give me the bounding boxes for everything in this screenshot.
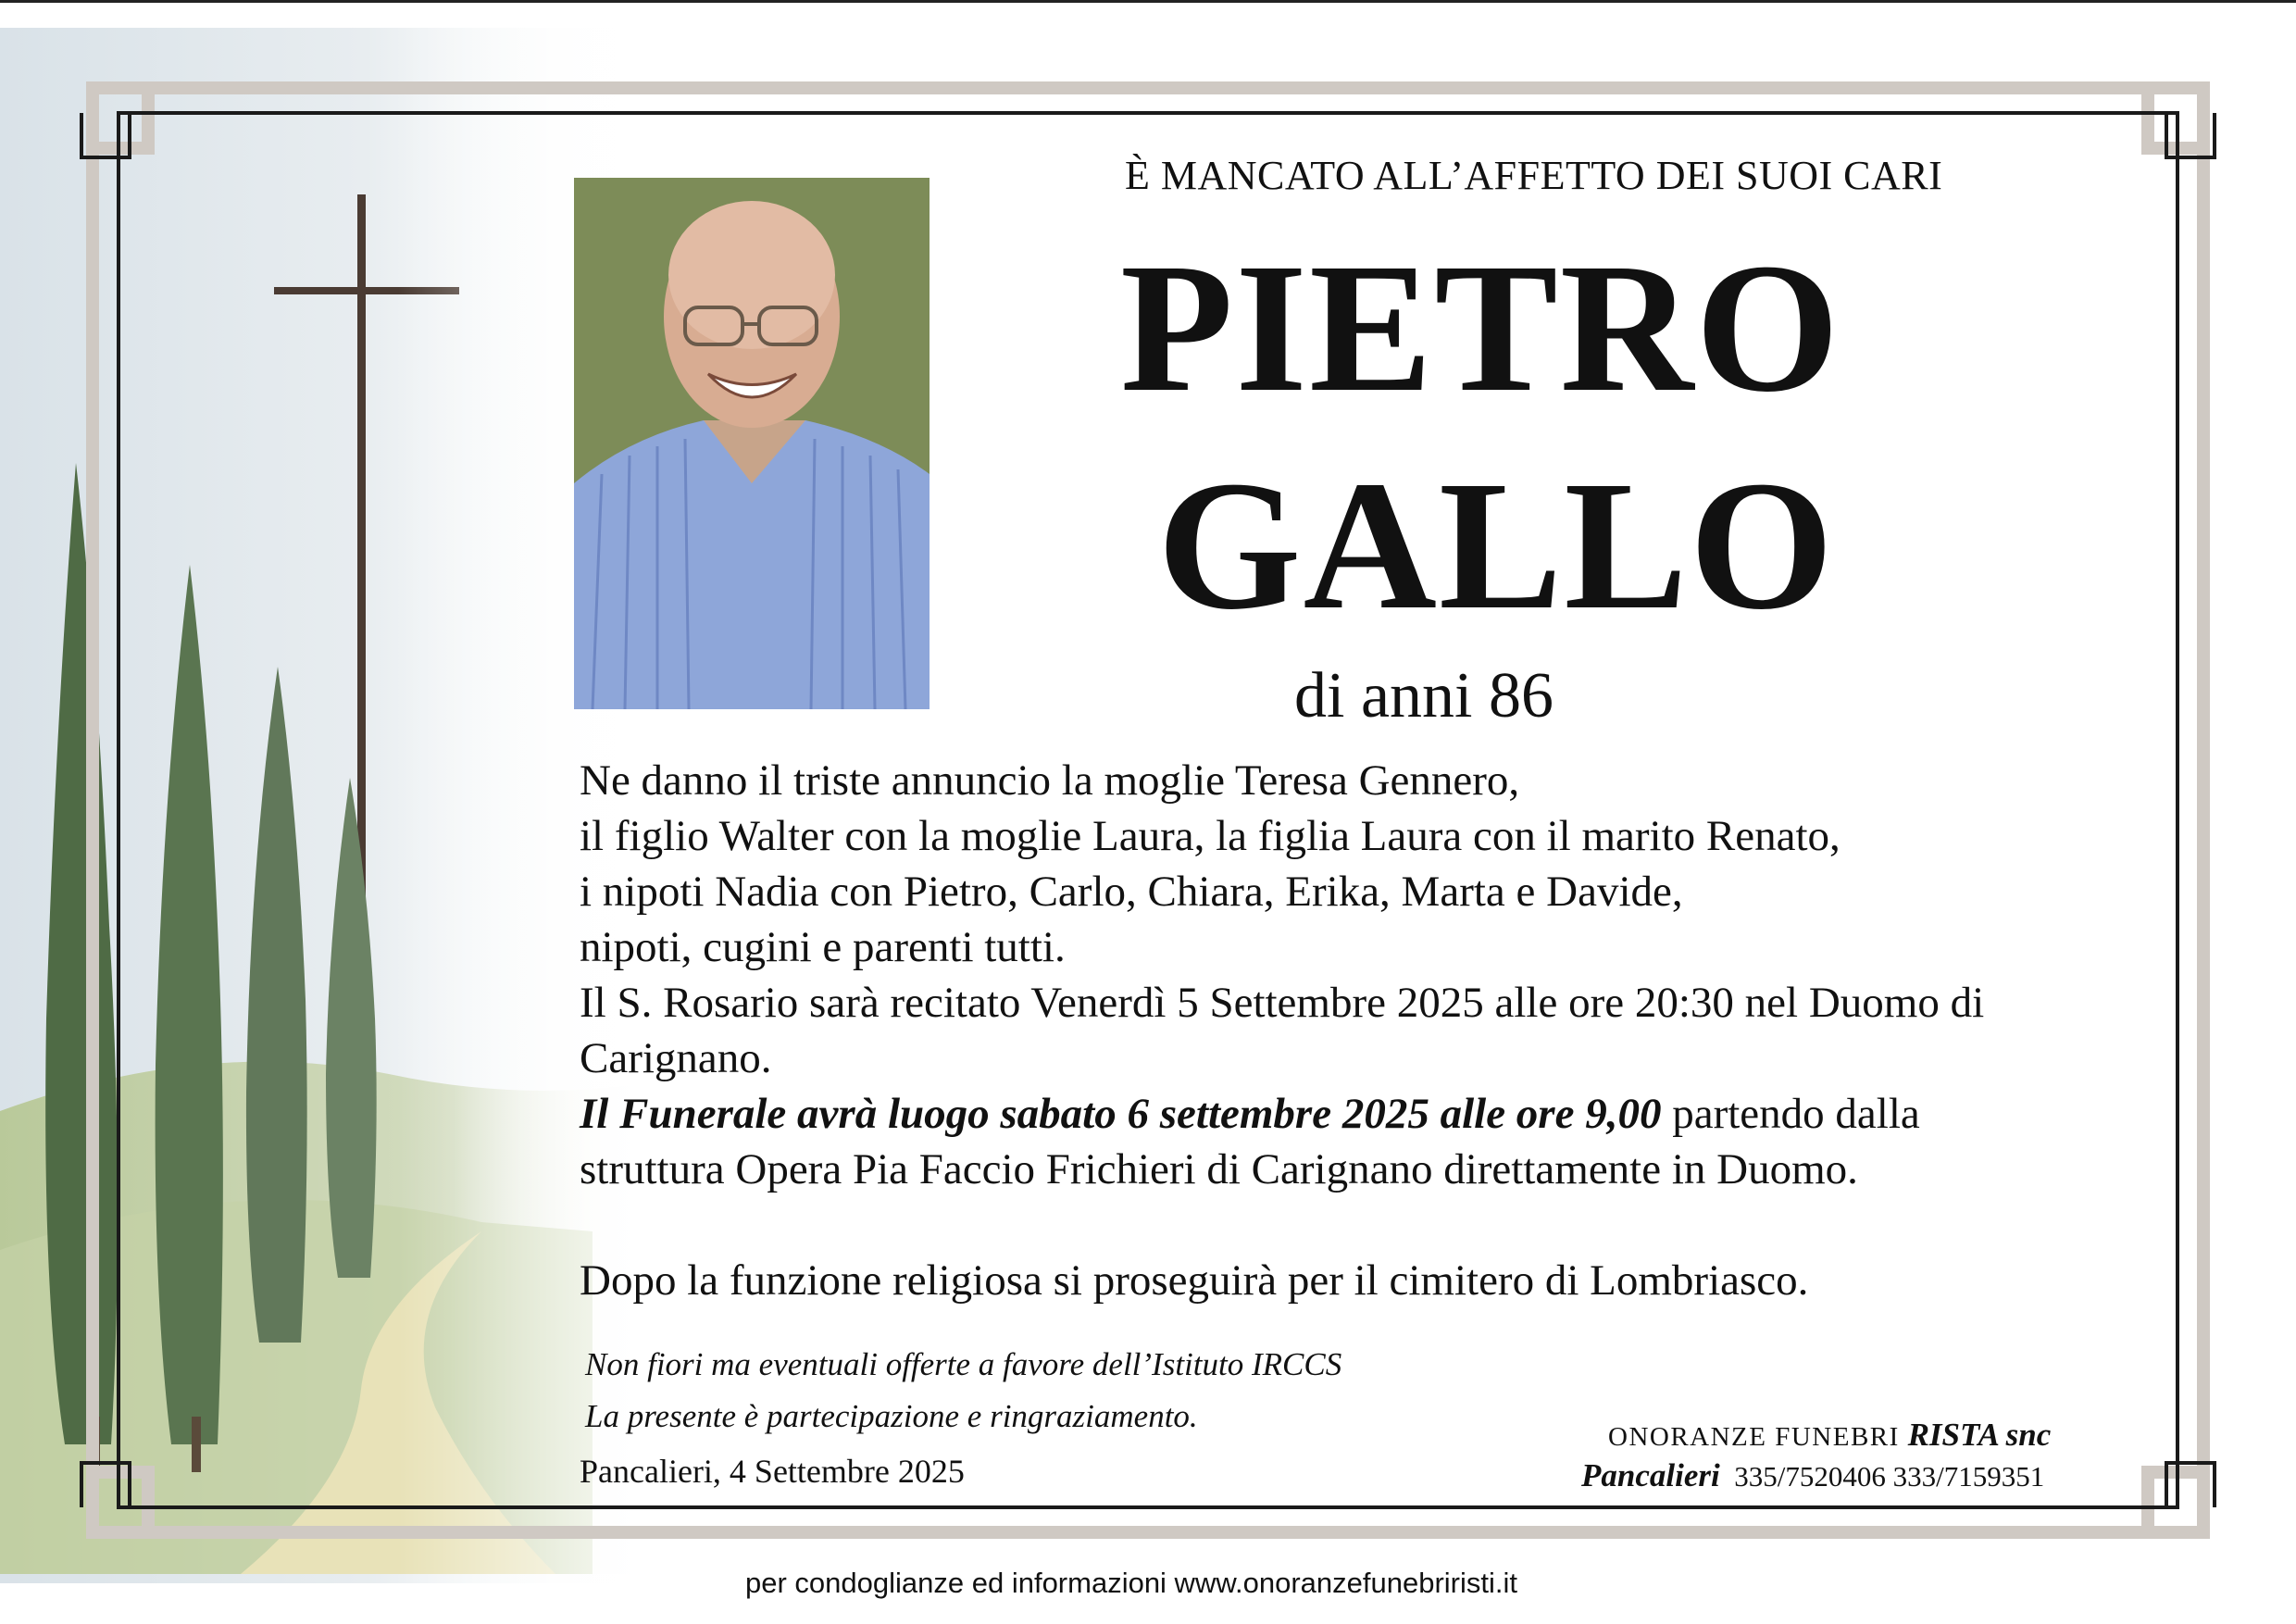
age-line: di anni 86 [1294,660,1554,731]
body-line: Ne danno il triste annuncio la moglie Teresa Gennero, [580,756,1520,805]
body-line: il figlio Walter con la moglie Laura, la figlia Laura con il marito Renato, [580,812,1841,860]
body-line: struttura Opera Pia Faccio Frichieri di Carignano direttamente in Duomo. [580,1145,1858,1193]
funeral-details: Il Funerale avrà luogo sabato 6 settembre 2025 alle ore 9,00 [580,1090,1662,1138]
first-name: PIETRO [1120,226,1841,431]
body-line: nipoti, cugini e parenti tutti. [580,923,1066,971]
donation-note: Non fiori ma eventuali offerte a favore dell’Istituto IRCCS [585,1346,1342,1382]
agency-label: ONORANZE FUNEBRI [1608,1422,1900,1452]
funeral-line [580,1090,1920,1138]
body-line: i nipoti Nadia con Pietro, Carlo, Chiara, Erika, Marta e Davide, [580,868,1683,916]
place-date: Pancalieri, 4 Settembre 2025 [580,1453,965,1490]
thanks-note: La presente è partecipazione e ringraziamento. [585,1398,1198,1434]
footer-info: per condoglianze ed informazioni www.onoranzefunebriristi.it [745,1567,1518,1599]
body-line: Carignano. [580,1034,772,1082]
agency-phones: 335/7520406 333/7159351 [1734,1460,2045,1493]
funeral-agency [1608,1417,2051,1454]
body-line: Il S. Rosario sarà recitato Venerdì 5 Settembre 2025 alle ore 20:30 nel Duomo di [580,979,1985,1027]
agency-town: Pancalieri [1581,1457,1720,1493]
agency-name: RISTA snc [1907,1417,2052,1453]
agency-contacts [1581,1457,2044,1494]
announcement-header: È MANCATO ALL’AFFETTO DEI SUOI CARI [1125,153,1943,198]
funeral-continuation: partendo dalla [1661,1090,1920,1138]
body-line: Dopo la funzione religiosa si proseguirà per il cimitero di Lombriasco. [580,1256,1809,1305]
last-name: GALLO [1157,443,1836,648]
portrait-photo [574,178,930,709]
